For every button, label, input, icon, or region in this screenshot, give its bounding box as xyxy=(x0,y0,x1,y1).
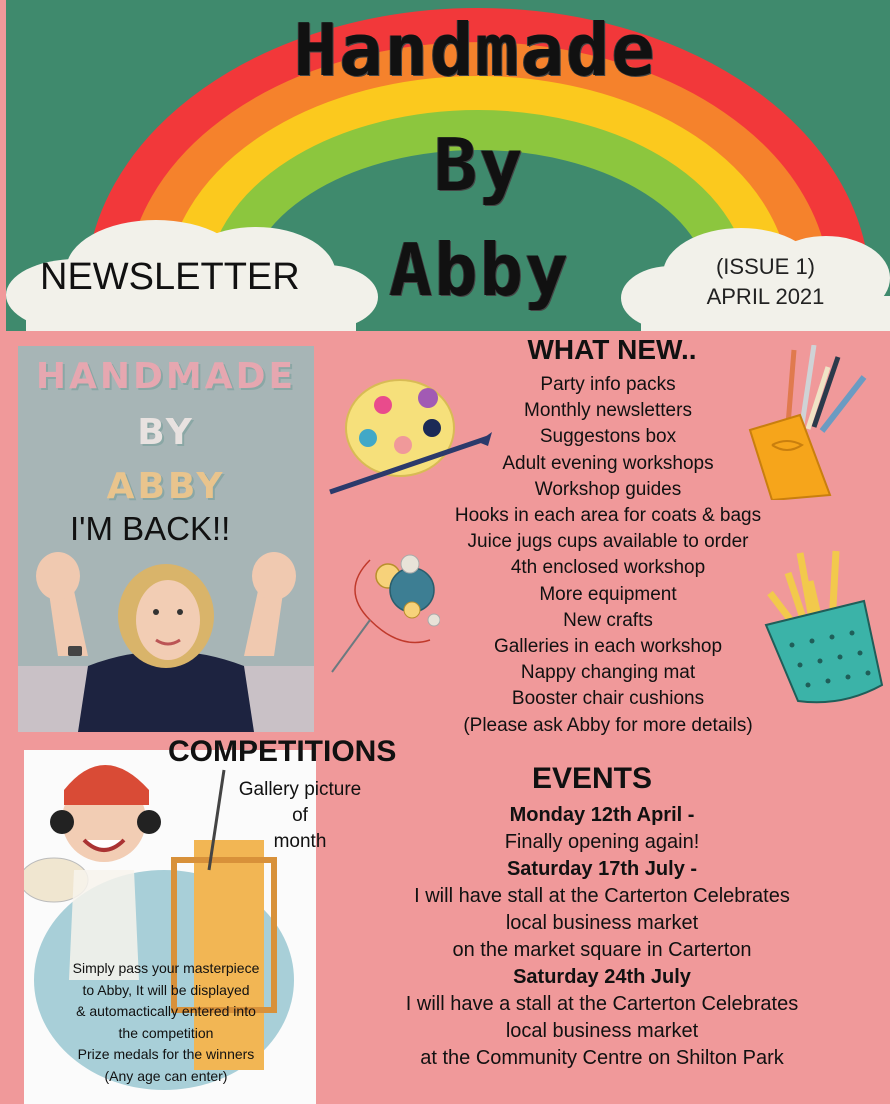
newsletter-header xyxy=(6,0,890,331)
issue-info xyxy=(688,252,843,312)
list-item: Booster chair cushions xyxy=(511,688,705,710)
whats-new-list xyxy=(420,372,796,739)
list-item: 4th enclosed workshop xyxy=(510,557,706,579)
event-detail: at the Community Centre on Shilton Park xyxy=(420,1047,784,1069)
pencil-cup-icon xyxy=(752,545,887,707)
competitions-subtitle-line: of xyxy=(292,805,308,826)
competitions-body xyxy=(40,958,292,1087)
im-back-caption: I'M BACK!! xyxy=(70,510,231,547)
competitions-title: COMPETITIONS xyxy=(168,735,397,768)
events-list xyxy=(352,802,852,1072)
competitions-body-line: to Abby, It will be displayed xyxy=(82,981,250,998)
abby-photo xyxy=(18,346,314,732)
list-item: (Please ask Abby for more details) xyxy=(463,714,753,736)
list-item: Galleries in each workshop xyxy=(493,636,723,658)
list-item: Workshop guides xyxy=(534,478,682,500)
woman-waving-illustration xyxy=(18,546,314,732)
competitions-body-line: the competition xyxy=(118,1024,214,1041)
title-by: By xyxy=(434,123,525,207)
newsletter-label: NEWSLETTER xyxy=(40,256,300,298)
event-detail: Finally opening again! xyxy=(504,831,700,853)
list-item: Party info packs xyxy=(540,374,676,395)
list-item: New crafts xyxy=(563,609,653,631)
events-title: EVENTS xyxy=(531,762,653,795)
list-item: Suggestons box xyxy=(539,426,677,448)
competitions-body-line: (Any age can enter) xyxy=(104,1067,228,1084)
event-date: Monday 12th April - xyxy=(509,804,695,826)
issue-number: (ISSUE 1) xyxy=(715,254,816,279)
list-item: Hooks in each area for coats & bags xyxy=(454,505,762,527)
list-item: More equipment xyxy=(539,583,677,605)
competitions-subtitle-line: month xyxy=(273,831,327,852)
competitions-body-line: Prize medals for the winners xyxy=(77,1046,255,1062)
event-date: Saturday 17th July - xyxy=(506,858,698,880)
event-detail: local business market xyxy=(505,1020,699,1042)
whats-new-title: WHAT NEW.. xyxy=(527,334,697,365)
competitions-body-line: & automactically entered into xyxy=(76,1003,256,1019)
event-detail: on the market square in Carterton xyxy=(452,939,752,961)
title-handmade: Handmade xyxy=(294,8,657,92)
event-date: Saturday 24th July xyxy=(513,966,691,988)
event-detail: local business market xyxy=(505,912,699,934)
competitions-body-line: Simply pass your masterpiece xyxy=(72,960,260,976)
competitions-subtitle-line: Gallery picture xyxy=(238,779,362,800)
issue-date: APRIL 2021 xyxy=(706,284,825,309)
event-detail: I will have stall at the Carterton Celebrates xyxy=(414,885,790,907)
list-item: Nappy changing mat xyxy=(520,662,696,684)
photo-logo-handmade: HANDMADE xyxy=(35,356,297,397)
list-item: Juice jugs cups available to order xyxy=(467,531,749,553)
photo-logo-abby: ABBY xyxy=(106,466,226,507)
photo-logo-by: BY xyxy=(137,412,195,453)
title-abby: Abby xyxy=(389,228,571,312)
list-item: Monthly newsletters xyxy=(524,400,692,422)
buttons-needle-icon xyxy=(330,550,440,675)
event-detail: I will have a stall at the Carterton Celebrates xyxy=(405,993,799,1015)
list-item: Adult evening workshops xyxy=(502,452,714,474)
